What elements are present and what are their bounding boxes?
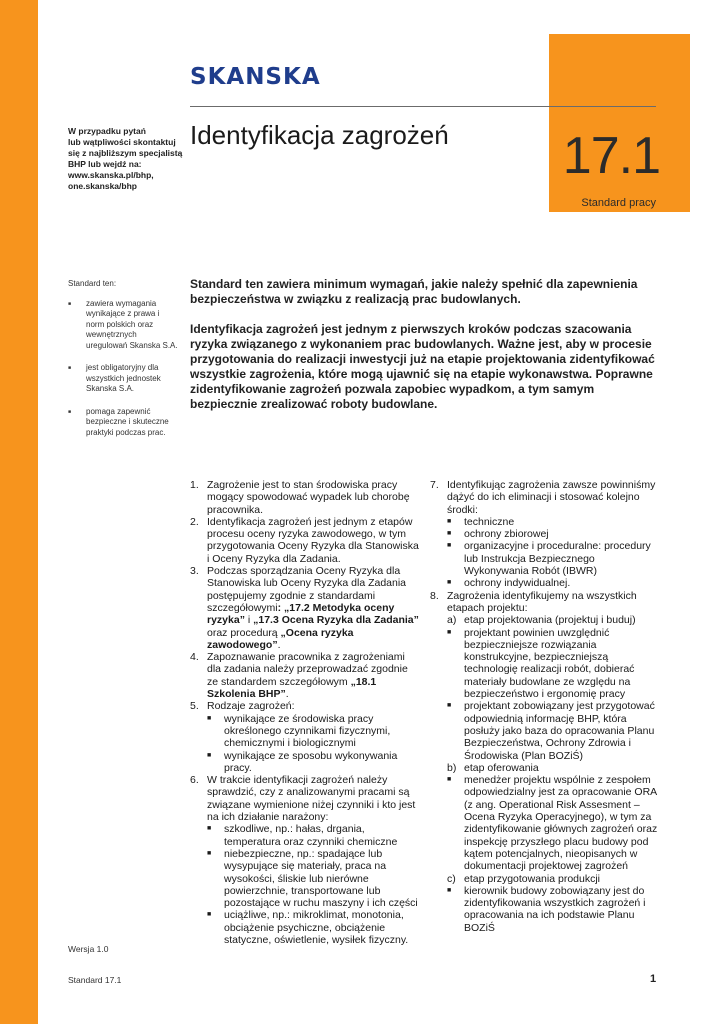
sub-bullet: ■ wynikające ze środowiska pracy określonego czynnikami fizycznymi, chemicznymi i biologicznymi [207,712,391,750]
header-divider [190,106,656,107]
list-item: 8. Zagrożenia identyfikujemy na wszystkich etapach projektu: [430,589,637,614]
list-item: 2. Identyfikacja zagrożeń jest jednym z etapów procesu oceny ryzyka zawodowego, w tym przygotowania Oceny Ryzyka dla Stanowiska i Oceny Ryzyka dla Zadania. [190,515,419,565]
standard-number-box [549,34,690,212]
contact-line: W przypadku pytań [68,126,146,136]
standard-label: Standard pracy [581,197,656,209]
list-item: 5. Rodzaje zagrożeń: [190,700,295,713]
aside-item: ■ pomaga zapewnić bezpieczne i skuteczne praktyki podczas prac. [68,407,178,439]
sub-bullet: ■ projektant zobowiązany jest przygotować odpowiednią informację BHP, która posłuży jako baza do opracowania Planu Bezpieczeństwa, Ochrony Zdrowia i Środowiska (Plan BOZiŚ) [447,700,655,762]
sub-bullet: ■ uciążliwe, np.: mikroklimat, monotonia, obciążenie psychiczne, obciążenie statyczne, oświetlenie, wysiłek fizyczny. [207,909,409,946]
standard-summary-aside [68,279,178,450]
version-label: Wersja 1.0 [68,944,109,954]
contact-line: BHP lub wejdź na: [68,159,142,169]
sub-bullet: ■ ochrony indywidualnej. [447,577,571,590]
contact-info [68,126,188,192]
contact-line: lub wątpliwości skontaktuj [68,137,176,147]
sub-bullet: ■ techniczne [447,515,515,528]
sub-bullet: ■ kierownik budowy zobowiązany jest do zidentyfikowania wszystkich zagrożeń i opracowania na ich podstawie Planu BOZiŚ [447,884,646,934]
list-item: 1. Zagrożenie jest to stan środowiska pracy mogący spowodować wypadek lub chorobę pracownika. [190,479,410,516]
page-title: Identyfikacja zagrożeń [190,120,449,150]
body-column-right [430,479,660,934]
aside-heading: Standard ten: [68,279,117,288]
list-item: 6. W trakcie identyfikacji zagrożeń należy sprawdzić, czy z analizowanymi pracami są związane wymienione niżej czynniki i kto jest na ich działanie narażony: [190,774,416,824]
sub-bullet: ■ niebezpieczne, np.: spadające lub wysypujące się materiały, praca na wysokości, śliskie lub nierówne powierzchnie, transportowane lub pozostające w ruchu maszyny i ich części [207,847,418,910]
aside-item: ■ jest obligatoryjny dla wszystkich jednostek Skanska S.A. [68,363,178,395]
sub-bullet: ■ menedżer projektu wspólnie z zespołem odpowiedzialny jest za opracowanie ORA (z ang. Operational Risk Assesment – Ocena Ryzyka Operacyjnego), w tym za zidentyfikowanie głównych zagrożeń oraz inspekcję przyszłego placu budowy pod kątem potencjalnych, nieopisanych w dokumentacji projektowej zagrożeń [447,774,658,873]
sub-bullet: ■ szkodliwe, np.: hałas, drgania, temperatura oraz czynniki chemiczne [207,823,398,848]
orange-side-bar [0,0,38,1024]
list-item: 7. Identyfikując zagrożenia zawsze powinniśmy dążyć do ich eliminacji i stosować kolejno środki: [430,479,656,516]
sub-bullet: ■ organizacyjne i proceduralne: procedury lub Instrukcja Bezpiecznego Wykonywania Robót (IBWR) [447,540,651,578]
aside-list [68,299,178,439]
list-item: 3. Podczas sporządzania Oceny Ryzyka dla Stanowiska lub Oceny Ryzyka dla Zadania postępujemy zgodnie z standardami szczegółowymi: „17.2 Metodyka oceny ryzyka” i „17.3 Ocena Ryzyka dla Zadania” oraz procedurą „Ocena ryzyka zawodowego”. [190,565,419,651]
contact-line: się z najbliższym specjalistą [68,148,183,158]
lettered-item: b) etap oferowania [447,761,539,774]
intro-text [190,277,656,427]
sub-bullet: ■ ochrony zbiorowej [447,528,549,541]
contact-link[interactable]: www.skanska.pl/bhp, [68,170,154,180]
standard-number: 17.1 [562,127,660,185]
aside-item: ■ zawiera wymagania wynikające z prawa i norm polskich oraz wewnętrznych uregulowań Skanska S.A. [68,299,178,352]
page-number: 1 [650,973,657,985]
lettered-item: a) etap projektowania (projektuj i buduj) [447,614,636,627]
intro-paragraph: Identyfikacja zagrożeń jest jednym z pierwszych kroków podczas szacowania ryzyka związanego z wykonaniem prac budowlanych. Ważne jest, aby w procesie przygotowania do realizacji inwestycji już na etapie projektowania zidentyfikować wszystkie zagrożenia, które mogą ujawnić się na etapie wykonawstwa. Poprawne zidentyfikowanie zagrożeń pozwala zapobiec wypadkom, a tym samym bezpiecznie zrealizować roboty budowlane. [190,322,655,411]
contact-link[interactable]: one.skanska/bhp [68,181,137,191]
skanska-logo: SKANSKA [190,64,321,90]
sub-bullet: ■ wynikające ze sposobu wykonywania pracy. [207,749,398,774]
intro-paragraph: Standard ten zawiera minimum wymagań, jakie należy spełnić dla zapewnienia bezpieczeństwa w związku z realizacją prac budowlanych. [190,277,638,306]
list-item: 4. Zapoznawanie pracownika z zagrożeniami dla zadania należy przeprowadzać zgodnie ze standardem szczegółowym „18.1 Szkolenia BHP”. [190,651,408,701]
body-column-left [190,479,420,946]
lettered-item: c) etap przygotowania produkcji [447,872,600,885]
footer-standard: Standard 17.1 [68,975,122,985]
sub-bullet: ■ projektant powinien uwzględnić bezpieczniejsze rozwiązania konstrukcyjne, bezpieczniejszą technologię realizacji robót, dobierać materiały budowlane ze względu na bezpieczeństwo i ergonomię pracy [447,626,635,701]
